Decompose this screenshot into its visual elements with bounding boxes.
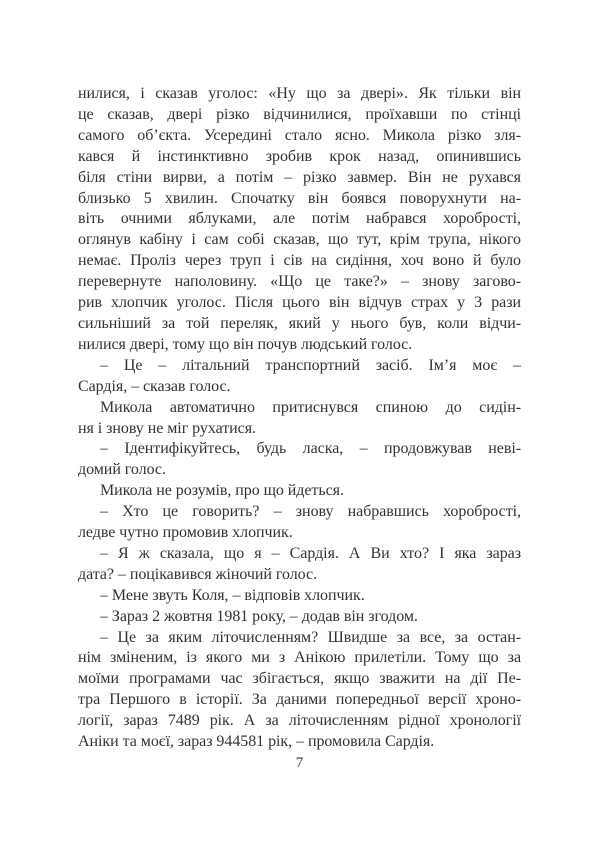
text-line: нилися, і сказав уголос: «Ну що за двері». Як тільки він bbox=[78, 85, 521, 102]
paragraph bbox=[78, 439, 521, 481]
text-line: це сказав, двері різко відчинилися, проїхавши по стінці bbox=[78, 105, 521, 123]
text-line: – Я ж сказала, що я – Сардія. А Ви хто? І яка зараз bbox=[100, 544, 521, 562]
text-block bbox=[78, 84, 521, 753]
text-line: Сардія, – сказав голос. bbox=[78, 377, 231, 395]
text-line: домий голос. bbox=[78, 461, 166, 479]
text-line: Аніки та моєї, зараз 944581 рік, – промовила Сардія. bbox=[78, 733, 435, 751]
paragraph bbox=[78, 356, 521, 398]
text-line: – Мене звуть Коля, – відповів хлопчик. bbox=[100, 586, 365, 604]
text-line: віть очними яблуками, але потім набрався хоробрості, bbox=[78, 210, 521, 228]
text-line: ня і знову не міг рухатися. bbox=[78, 419, 256, 437]
paragraph bbox=[78, 544, 521, 586]
text-line: логії, зараз 7489 рік. А за літочисленням рідної хронології bbox=[78, 712, 521, 730]
text-line: моїми програмами час збігається, якщо зважити на дії Пе- bbox=[78, 670, 521, 688]
text-line: Микола автоматично притиснувся спиною до сидін- bbox=[100, 398, 521, 416]
text-line: сильніший за той переляк, який у нього був, коли відчи- bbox=[78, 314, 521, 332]
text-line: нилися двері, тому що він почув людський голос. bbox=[78, 335, 413, 353]
text-line: рив хлопчик уголос. Після цього він відчув страх у 3 рази bbox=[78, 294, 521, 312]
text-line: ледве чутно промовив хлопчик. bbox=[78, 524, 293, 542]
paragraph bbox=[78, 607, 521, 628]
text-line: нім зміненим, із якого ми з Анікою прилетіли. Тому що за bbox=[78, 649, 521, 667]
text-line: – Зараз 2 жовтня 1981 року, – додав він згодом. bbox=[100, 607, 418, 625]
text-line: – Ідентифікуйтесь, будь ласка, – продовжував неві- bbox=[100, 440, 521, 458]
text-line: близько 5 хвилин. Спочатку він боявся поворухнути на- bbox=[78, 189, 521, 207]
text-line: перевернуте наполовину. «Що це таке?» – знову загово- bbox=[78, 273, 521, 291]
text-line: кався й інстинктивно зробив крок назад, опинившись bbox=[78, 147, 521, 165]
text-line: біля стіни вирви, а потім – різко завмер. Він не рухався bbox=[78, 168, 521, 186]
text-line: – Хто це говорить? – знову набравшись хоробрості, bbox=[100, 503, 521, 521]
paragraph bbox=[78, 502, 521, 544]
text-line: – Це за яким літочисленням? Швидше за все, за остан- bbox=[100, 628, 521, 646]
paragraph bbox=[78, 628, 521, 753]
text-line: самого об’єкта. Усередині стало ясно. Микола різко зля- bbox=[78, 126, 521, 144]
text-line: Микола не розумів, про що йдеться. bbox=[100, 482, 344, 500]
paragraph bbox=[78, 586, 521, 607]
text-line: тра Першого в історії. За даними попередньої версії хроно- bbox=[78, 691, 521, 709]
paragraph bbox=[78, 84, 521, 356]
paragraph bbox=[78, 398, 521, 440]
paragraph bbox=[78, 481, 521, 502]
text-line: оглянув кабіну і сам собі сказав, що тут, крім трупа, нікого bbox=[78, 231, 521, 249]
page-number: 7 bbox=[295, 755, 304, 771]
text-line: – Це – літальний транспортний засіб. Ім’я моє – bbox=[100, 356, 521, 374]
text-line: дата? – поцікавився жіночий голос. bbox=[78, 565, 318, 583]
text-line: немає. Проліз через труп і сів на сидіння, хоч воно й було bbox=[78, 252, 521, 270]
